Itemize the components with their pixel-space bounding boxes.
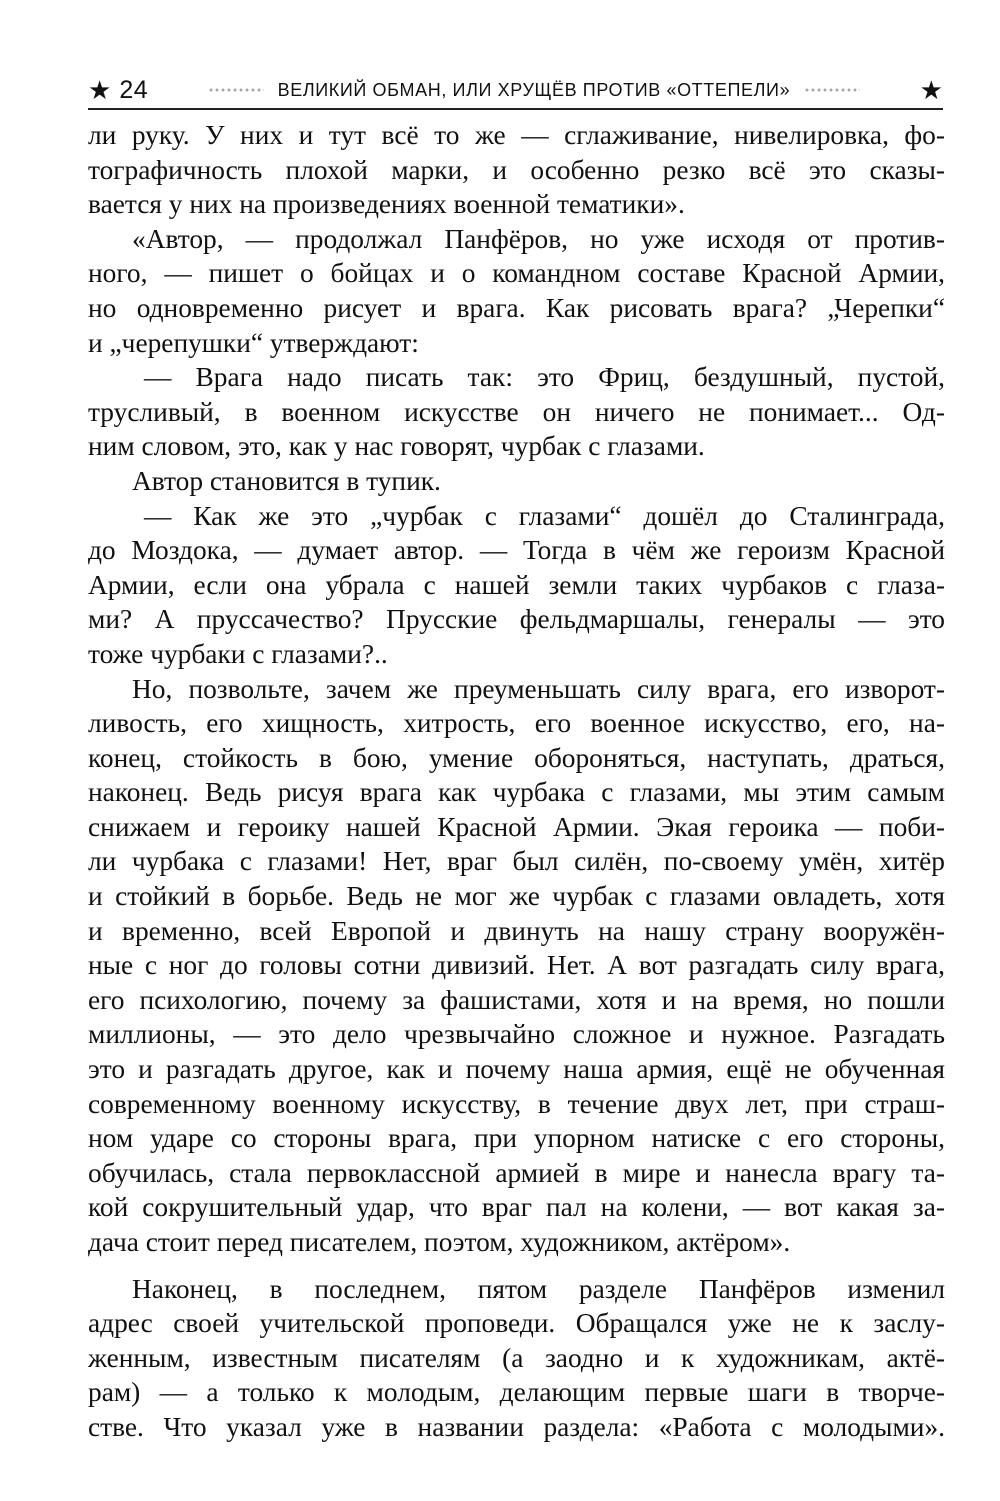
star-icon: ★ — [88, 75, 112, 105]
text-line: трусливый, в военном искусстве он ничего не понимает... Од- — [88, 396, 945, 427]
text-line: Армии, если она убрала с нашей земли таких чурбаков с глаза- — [88, 569, 945, 600]
text-line: наконец. Ведь рисуя врага как чурбака с глазами, мы этим самым — [88, 777, 945, 808]
text-line: ли руку. У них и тут всё то же — сглаживание, нивелировка, фо- — [88, 120, 945, 150]
text-line: обучилась, стала первоклассной армией в мире и нанесла врагу та- — [88, 1157, 945, 1188]
dotted-ornament-left — [208, 86, 264, 94]
star-icon: ★ — [919, 75, 943, 105]
text-line: но одновременно рисует и врага. Как рисовать врага? „Черепки“ — [88, 292, 945, 323]
text-line: кой сокрушительный удар, что враг пал на колени, — вот какая за- — [88, 1192, 945, 1223]
text-line: ные с ног до головы сотни дивизий. Нет. А вот разгадать силу врага, — [88, 950, 945, 981]
text-line: Автор становится в тупик. — [132, 465, 441, 496]
header-rule — [88, 108, 943, 110]
text-line: — Врага надо писать так: это Фриц, бездушный, пустой, — [144, 362, 945, 393]
text-line: снижаем и героику нашей Красной Армии. Экая героика — поби- — [88, 811, 945, 842]
text-line: стве. Что указал уже в названии раздела: «Работа с молодыми». — [88, 1411, 945, 1442]
text-line: женным, известным писателям (а заодно и к художникам, актё- — [88, 1342, 945, 1373]
text-line: до Моздока, — думает автор. — Тогда в чём же героизм Красной — [88, 535, 945, 566]
page-number: 24 — [119, 75, 149, 104]
text-line: тоже чурбаки с глазами?.. — [88, 638, 388, 669]
text-line: дача стоит перед писателем, поэтом, художником, актёром». — [88, 1227, 791, 1257]
text-line: и стойкий в борьбе. Ведь не мог же чурбак с глазами овладеть, хотя — [88, 881, 945, 912]
text-line: современному военному искусству, в течение двух лет, при страш- — [88, 1088, 945, 1119]
header-center — [194, 80, 875, 101]
text-line: ли чурбака с глазами! Нет, враг был силён, по-своему умён, хитёр — [88, 846, 945, 877]
text-line: вается у них на произведениях военной тематики». — [88, 189, 685, 220]
dotted-ornament-right — [804, 86, 860, 94]
text-line: Наконец, в последнем, пятом разделе Панфёров изменил — [132, 1273, 945, 1304]
text-line: и „черепушки“ утверждают: — [88, 327, 419, 358]
text-line: — Как же это „чурбак с глазами“ дошёл до Сталинграда, — [144, 500, 945, 531]
body-text — [88, 118, 945, 1445]
running-header — [88, 70, 943, 110]
text-line: ми? А пруссачество? Прусские фельдмаршалы, генералы — это — [88, 604, 945, 635]
text-line: ливость, его хищность, хитрость, его военное искусство, его, на- — [88, 708, 945, 739]
text-line: конец, стойкость в бою, умение обороняться, наступать, драться, — [88, 742, 945, 773]
text-line: Но, позвольте, зачем же преуменьшать силу врага, его изворот- — [132, 673, 945, 704]
text-line: адрес своей учительской проповеди. Обращался уже не к заслу- — [88, 1308, 945, 1339]
text-line: ном ударе со стороны врага, при упорном натиске с его стороны, — [88, 1123, 945, 1154]
running-title: ВЕЛИКИЙ ОБМАН, ИЛИ ХРУЩЁВ ПРОТИВ «ОТТЕПЕЛИ» — [277, 79, 791, 100]
text-line: его психологию, почему за фашистами, хотя и на время, но пошли — [88, 984, 945, 1015]
text-line: тографичность плохой марки, и особенно резко всё это сказы- — [88, 154, 945, 185]
text-line: ного, — пишет о бойцах и о командном составе Красной Армии, — [88, 258, 945, 289]
text-line: рам) — а только к молодым, делающим первые шаги в творче- — [88, 1377, 945, 1408]
text-line: это и разгадать другое, как и почему наша армия, ещё не обученная — [88, 1054, 945, 1085]
text-line: миллионы, — это дело чрезвычайно сложное и нужное. Разгадать — [88, 1019, 945, 1050]
text-line: ним словом, это, как у нас говорят, чурбак с глазами. — [88, 431, 705, 462]
text-line: «Автор, — продолжал Панфёров, но уже исходя от против- — [132, 223, 945, 254]
header-left — [88, 76, 148, 105]
text-line: и временно, всей Европой и двинуть на нашу страну вооружён- — [88, 915, 945, 946]
